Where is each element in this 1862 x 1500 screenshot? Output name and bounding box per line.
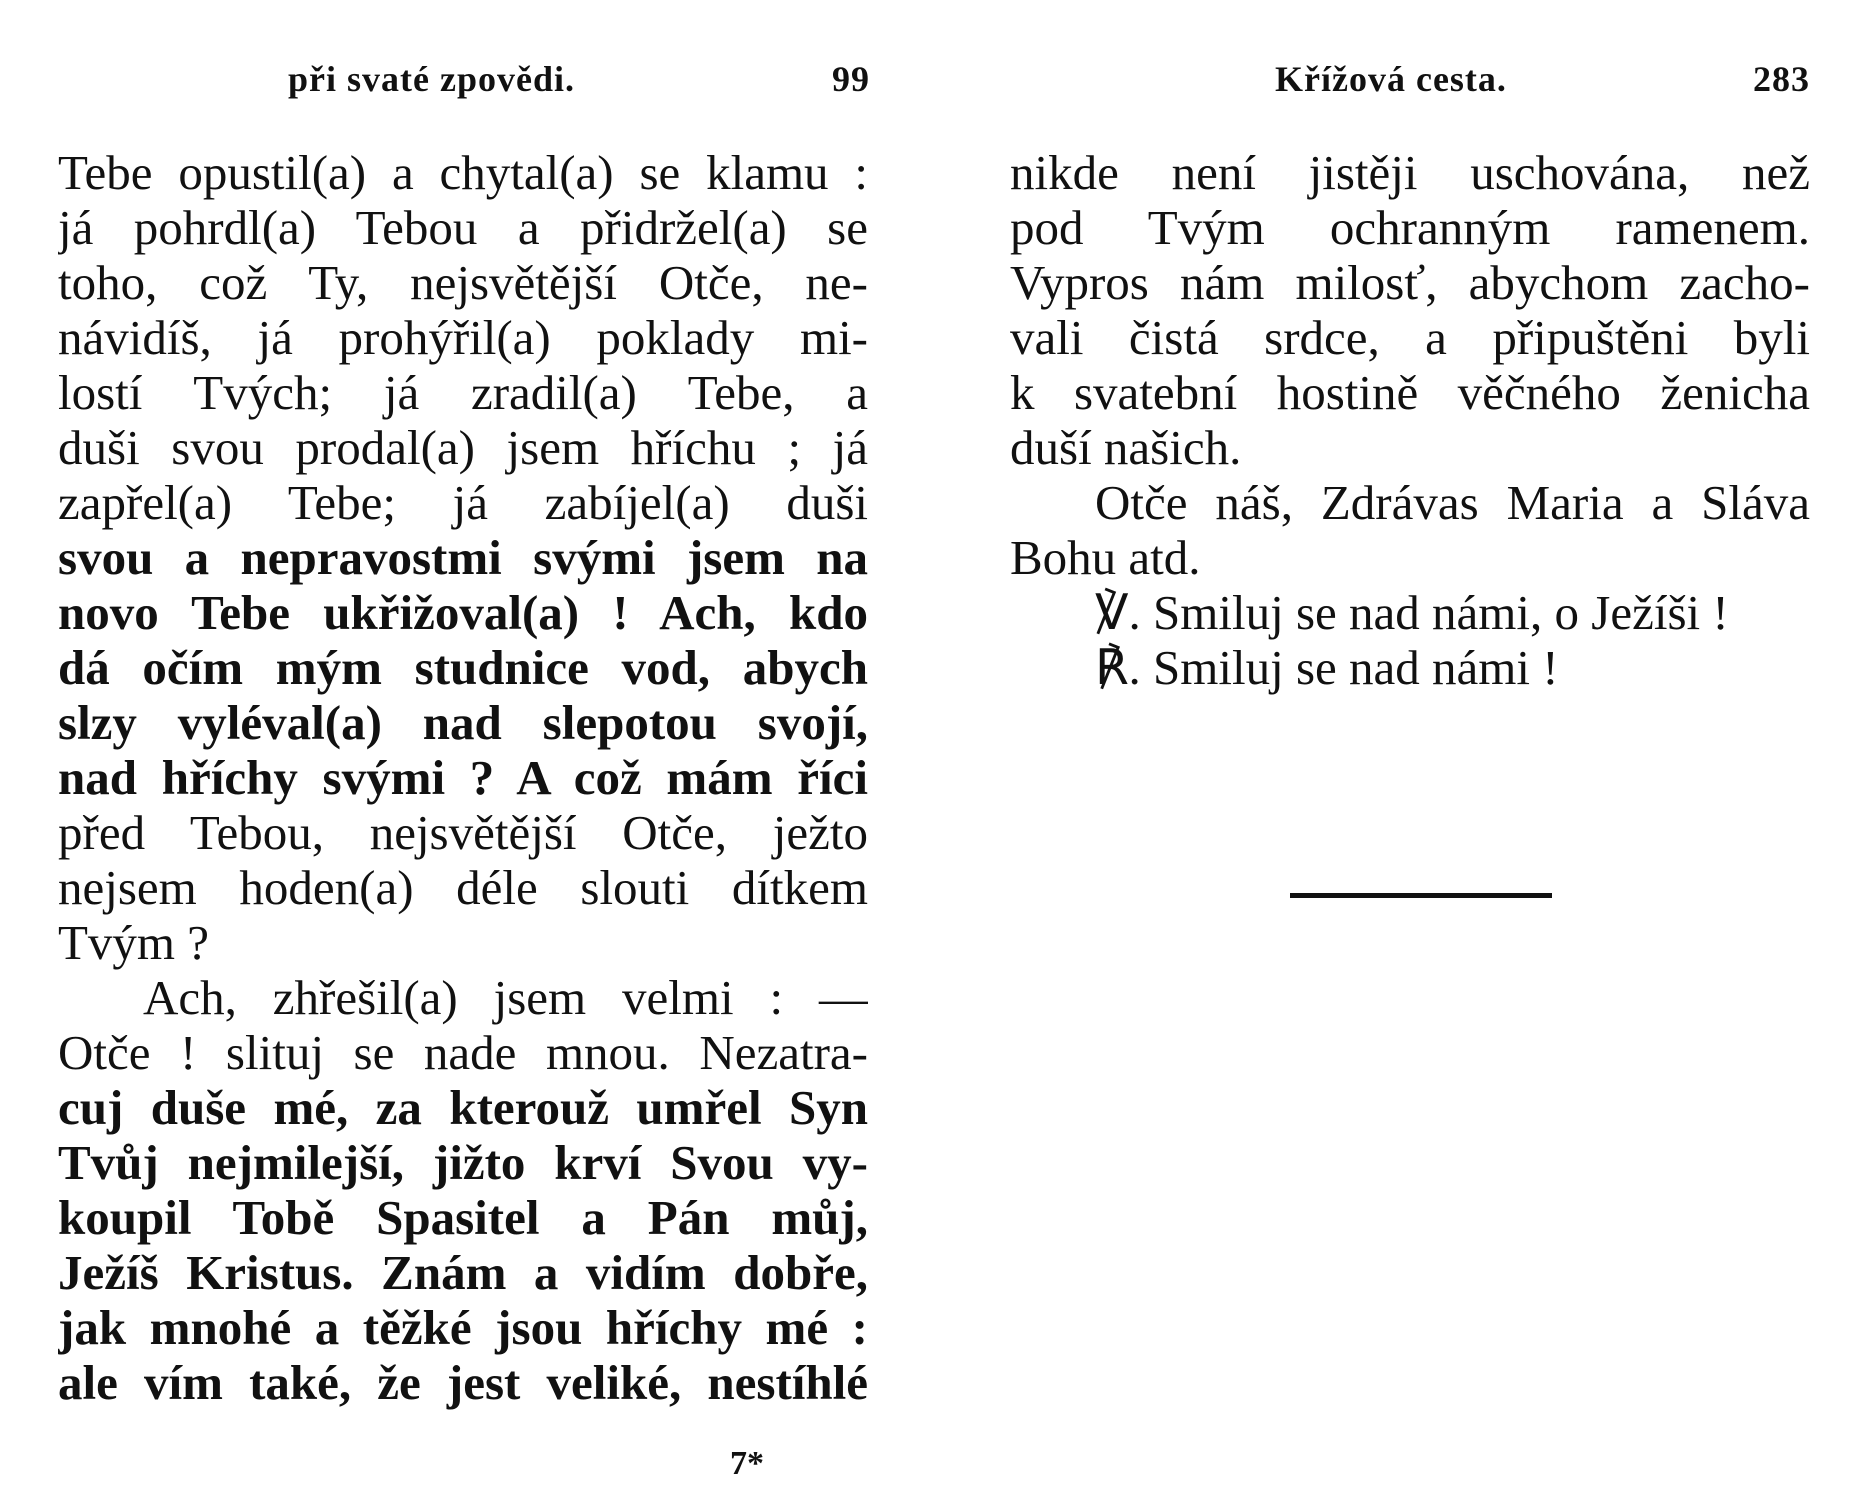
text-line: cuj duše mé, za kterouž umřel Syn xyxy=(58,1080,868,1135)
text-line: nejsem hoden(a) déle slouti dítkem xyxy=(58,860,868,915)
right-page-header xyxy=(1010,58,1810,108)
text-line: vali čistá srdce, a připuštěni byli xyxy=(1010,310,1810,365)
text-line: nikde není jistěji uschována, než xyxy=(1010,145,1810,200)
text-line: jak mnohé a těžké jsou hříchy mé : xyxy=(58,1300,868,1355)
text-line: ℣. Smiluj se nad námi, o Ježíši ! xyxy=(1095,585,1729,640)
signature-mark: 7* xyxy=(730,1445,764,1482)
right-page xyxy=(1010,0,1810,1500)
text-line: duší našich. xyxy=(1010,420,1242,475)
right-page-number: 283 xyxy=(1753,59,1810,99)
left-page-header xyxy=(58,58,868,108)
text-line: Tvůj nejmilejší, jižto krví Svou vy- xyxy=(58,1135,868,1190)
text-line: před Tebou, nejsvětější Otče, ježto xyxy=(58,805,868,860)
text-line: Bohu atd. xyxy=(1010,530,1201,585)
text-line: zapřel(a) Tebe; já zabíjel(a) duši xyxy=(58,475,868,530)
text-line: Tvým ? xyxy=(58,915,210,970)
text-line: novo Tebe ukřižoval(a) ! Ach, kdo xyxy=(58,585,868,640)
text-line: svou a nepravostmi svými jsem na xyxy=(58,530,868,585)
text-line: ℟. Smiluj se nad námi ! xyxy=(1095,640,1559,695)
text-line: Otče náš, Zdrávas Maria a Sláva xyxy=(1095,475,1810,530)
left-page xyxy=(58,0,868,1500)
text-line: slzy vyléval(a) nad slepotou svojí, xyxy=(58,695,868,750)
right-page-text xyxy=(1010,145,1810,695)
text-line: pod Tvým ochranným ramenem. xyxy=(1010,200,1810,255)
right-running-title: Křížová cesta. xyxy=(1275,59,1507,99)
text-line: návidíš, já prohýřil(a) poklady mi- xyxy=(58,310,868,365)
left-page-text xyxy=(58,145,868,1410)
text-line: Vypros nám milosť, abychom zacho- xyxy=(1010,255,1810,310)
text-line: já pohrdl(a) Tebou a přidržel(a) se xyxy=(58,200,868,255)
section-end-rule xyxy=(1290,893,1552,898)
text-line: Otče ! slituj se nade mnou. Nezatra- xyxy=(58,1025,868,1080)
text-line: k svatební hostině věčného ženicha xyxy=(1010,365,1810,420)
text-line: dá očím mým studnice vod, abych xyxy=(58,640,868,695)
text-line: ale vím také, že jest veliké, nestíhlé xyxy=(58,1355,868,1410)
text-line: duši svou prodal(a) jsem hříchu ; já xyxy=(58,420,868,475)
left-page-number: 99 xyxy=(832,59,870,99)
text-line: toho, což Ty, nejsvětější Otče, ne- xyxy=(58,255,868,310)
text-line: nad hříchy svými ? A což mám říci xyxy=(58,750,868,805)
text-line: lostí Tvých; já zradil(a) Tebe, a xyxy=(58,365,868,420)
text-line: koupil Tobě Spasitel a Pán můj, xyxy=(58,1190,868,1245)
left-running-title: při svaté zpovědi. xyxy=(288,59,575,99)
text-line: Tebe opustil(a) a chytal(a) se klamu : xyxy=(58,145,868,200)
text-line: Ach, zhřešil(a) jsem velmi : — xyxy=(143,970,868,1025)
text-line: Ježíš Kristus. Znám a vidím dobře, xyxy=(58,1245,868,1300)
